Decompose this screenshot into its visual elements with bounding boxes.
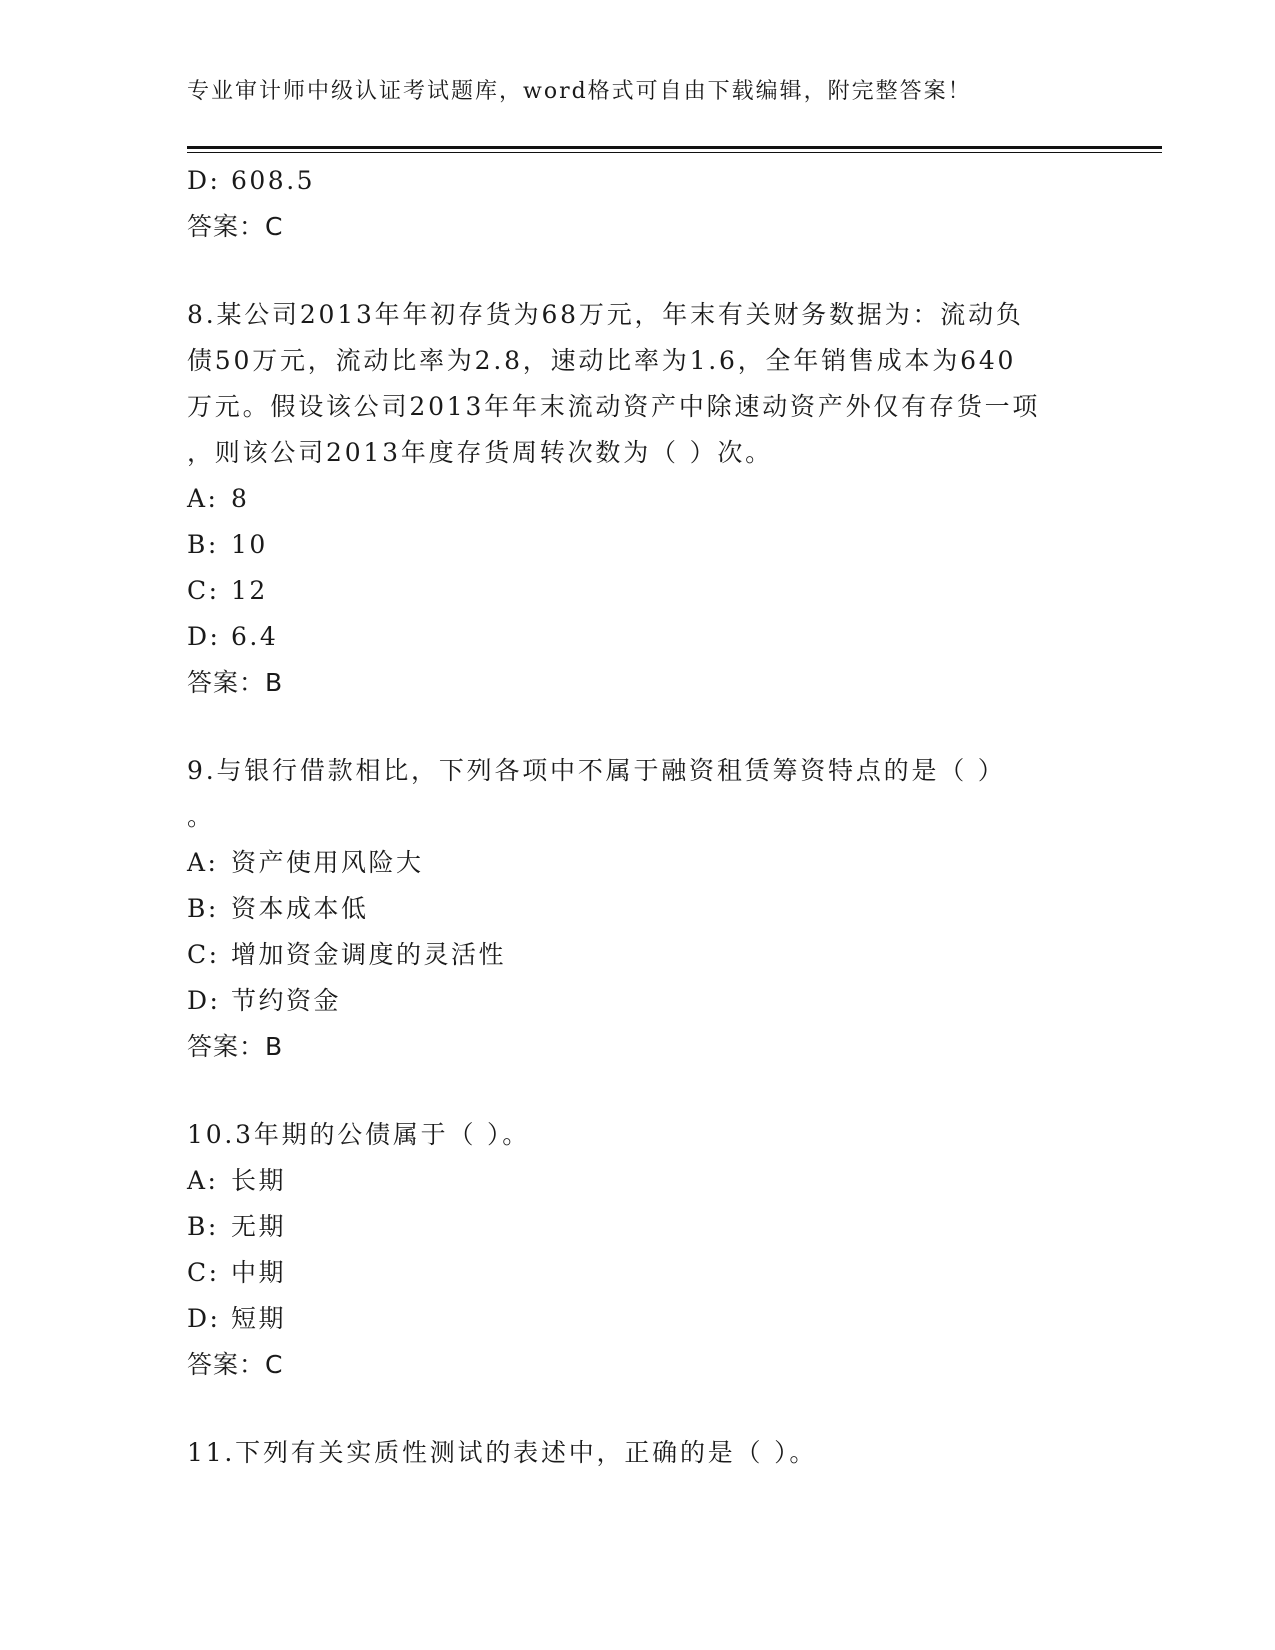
question-line: 10.3年期的公债属于（ ）。 [187,1120,531,1149]
exam-content [187,158,1087,1476]
question-10 [187,1112,1087,1158]
option-text: 无期 [231,1212,287,1241]
q9-option-a [187,840,1087,886]
q8-option-b [187,522,1087,568]
question-line: ，则该公司2013年度存货周转次数为（ ）次。 [187,438,773,467]
question-9 [187,748,1087,840]
q8-option-d [187,614,1087,660]
option-label: B: [187,530,219,559]
question-line: 8.某公司2013年年初存货为68万元，年末有关财务数据为：流动负 [187,300,1024,329]
spacer [187,250,1087,292]
option-text: 增加资金调度的灵活性 [231,940,507,969]
option-text: 短期 [231,1304,287,1333]
question-line: 。 [187,802,215,831]
q10-option-c [187,1250,1087,1296]
q7-answer: 答案：C [187,212,284,241]
option-text: 8 [231,484,250,513]
question-line: 9.与银行借款相比，下列各项中不属于融资租赁筹资特点的是（ ） [187,756,1006,785]
question-line: 万元。假设该公司2013年年末流动资产中除速动资产外仅有存货一项 [187,392,1041,421]
option-label: C: [187,1258,220,1287]
option-text: 608.5 [231,166,316,195]
q10-answer: 答案：C [187,1350,284,1379]
option-label: C: [187,576,220,605]
q10-option-d [187,1296,1087,1342]
option-text: 长期 [231,1166,287,1195]
q9-answer: 答案：B [187,1032,284,1061]
spacer [187,1388,1087,1430]
spacer [187,706,1087,748]
option-text: 12 [231,576,268,605]
q9-option-d [187,978,1087,1024]
question-line: 11.下列有关实质性测试的表述中，正确的是（ ）。 [187,1438,818,1467]
q10-option-a [187,1158,1087,1204]
option-label: A: [187,1166,219,1195]
q8-option-c [187,568,1087,614]
option-label: A: [187,484,219,513]
option-text: 资产使用风险大 [231,848,424,877]
option-text: 10 [231,530,268,559]
q10-option-b [187,1204,1087,1250]
question-8 [187,292,1087,476]
option-text: 6.4 [231,622,279,651]
question-11 [187,1430,1087,1476]
option-label: D: [187,1304,221,1333]
option-label: C: [187,940,220,969]
q9-option-b [187,886,1087,932]
q8-option-a [187,476,1087,522]
header-rule-thick [187,146,1162,149]
q7-option-d [187,158,1087,204]
option-label: D: [187,622,221,651]
option-label: D: [187,166,221,195]
option-label: A: [187,848,219,877]
option-text: 节约资金 [231,986,342,1015]
option-label: B: [187,894,219,923]
spacer [187,1070,1087,1112]
option-text: 资本成本低 [231,894,369,923]
header-rule-thin [187,152,1162,153]
q8-answer: 答案：B [187,668,284,697]
option-label: B: [187,1212,219,1241]
option-label: D: [187,986,221,1015]
option-text: 中期 [231,1258,287,1287]
q9-option-c [187,932,1087,978]
question-line: 债50万元，流动比率为2.8，速动比率为1.6，全年销售成本为640 [187,346,1017,375]
page-header: 专业审计师中级认证考试题库，word格式可自由下载编辑，附完整答案！ [187,79,972,104]
